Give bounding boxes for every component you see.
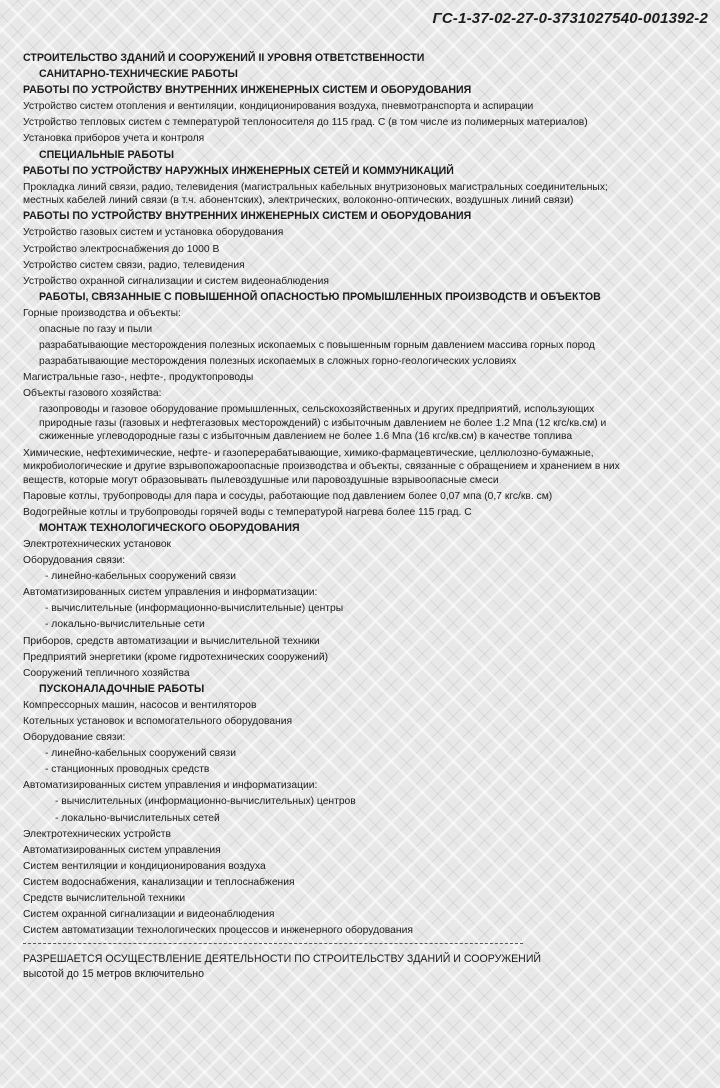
- list-item: Оборудования связи:: [23, 555, 126, 567]
- list-item: Систем водоснабжения, канализации и теплоснабжения: [23, 876, 295, 888]
- list-item: Электротехнических установок: [23, 538, 172, 550]
- list-item: Устройство тепловых систем с температурой теплоносителя до 115 град. С (в том числе из полимерных материалов): [23, 117, 588, 129]
- list-item: Сооружений тепличного хозяйства: [23, 667, 190, 679]
- license-appendix-body: [23, 52, 643, 982]
- list-item: Водогрейные котлы и трубопроводы горячей воды с температурой нагрева более 115 град. С: [23, 506, 472, 518]
- permission-statement-height: высотой до 15 метров включительно: [23, 967, 205, 980]
- subsection-heading: СПЕЦИАЛЬНЫЕ РАБОТЫ: [39, 148, 175, 161]
- list-item: Устройство газовых систем и установка оборудования: [23, 227, 284, 239]
- section-heading: СТРОИТЕЛЬСТВО ЗДАНИЙ И СООРУЖЕНИЙ II УРОВНЯ ОТВЕТСТВЕННОСТИ: [23, 52, 425, 64]
- document-number: ГС-1-37-02-27-0-3731027540-001392-2: [432, 10, 708, 27]
- list-item: Химические, нефтехимические, нефте- и газоперерабатывающие, химико-фармацевтические, целлюлозно-бумажные, микробиологические и другие взрывопожароопасные производства и объекты, связанные с обращением и хранением в них веществ, которые могут образовывать пылевоздушные или паровоздушные взрывоопасные смеси: [23, 447, 620, 486]
- works-heading: РАБОТЫ ПО УСТРОЙСТВУ ВНУТРЕННИХ ИНЖЕНЕРНЫХ СИСТЕМ И ОБОРУДОВАНИЯ: [23, 84, 472, 97]
- list-item: Электротехнических устройств: [23, 828, 171, 840]
- list-item: Горные производства и объекты:: [23, 307, 181, 319]
- list-subitem: разрабатывающие месторождения полезных ископаемых с повышенным горным давлением массива горных пород: [39, 340, 595, 352]
- list-item: Автоматизированных систем управления и информатизации:: [23, 780, 318, 792]
- dashed-divider: [23, 943, 523, 944]
- list-item: Котельных установок и вспомогательного оборудования: [23, 715, 293, 727]
- permission-statement: РАЗРЕШАЕТСЯ ОСУЩЕСТВЛЕНИЕ ДЕЯТЕЛЬНОСТИ ПО СТРОИТЕЛЬСТВУ ЗДАНИЙ И СООРУЖЕНИЙ: [23, 952, 542, 965]
- list-item: Автоматизированных систем управления и информатизации:: [23, 587, 318, 599]
- list-subitem: разрабатывающие месторождения полезных ископаемых в сложных горно-геологических условиях: [39, 356, 517, 368]
- works-heading: РАБОТЫ ПО УСТРОЙСТВУ ВНУТРЕННИХ ИНЖЕНЕРНЫХ СИСТЕМ И ОБОРУДОВАНИЯ: [23, 210, 472, 223]
- list-item: Устройство систем отопления и вентиляции, кондиционирования воздуха, пневмотранспорта и аспирации: [23, 101, 534, 113]
- list-item: Систем вентиляции и кондиционирования воздуха: [23, 860, 266, 872]
- list-item: Автоматизированных систем управления: [23, 844, 221, 856]
- subsection-heading: МОНТАЖ ТЕХНОЛОГИЧЕСКОГО ОБОРУДОВАНИЯ: [39, 521, 300, 534]
- subsection-heading: ПУСКОНАЛАДОЧНЫЕ РАБОТЫ: [39, 682, 205, 695]
- list-subitem: - локально-вычислительные сети: [45, 619, 205, 631]
- list-item: Компрессорных машин, насосов и вентиляторов: [23, 699, 257, 711]
- list-item: Систем охранной сигнализации и видеонаблюдения: [23, 909, 275, 921]
- works-heading: РАБОТЫ ПО УСТРОЙСТВУ НАРУЖНЫХ ИНЖЕНЕРНЫХ СЕТЕЙ И КОММУНИКАЦИЙ: [23, 164, 454, 177]
- list-item: Паровые котлы, трубопроводы для пара и сосуды, работающие под давлением более 0,07 мпа (0,7 кгс/кв. см): [23, 490, 553, 502]
- list-subitem: газопроводы и газовое оборудование промышленных, сельскохозяйственных и других предприятий, использующих природные газы (газовых и нефтегазовых месторождений) с избыточным давлением не более 1.2 Мпа (12 кгс/кв.см) и сжиженные углеводородные газы с избыточным давлением не более 1.6 Мпа (16 кгс/кв.см) в качестве топлива: [39, 404, 607, 443]
- list-subitem: - локально-вычислительных сетей: [55, 812, 220, 824]
- list-item: Устройство охранной сигнализации и систем видеонаблюдения: [23, 275, 329, 287]
- list-item: Оборудование связи:: [23, 732, 126, 744]
- list-item: Прокладка линий связи, радио, телевидения (магистральных кабельных внутризоновых магистральных соединительных; местных кабелей линий связи (в т.ч. абонентских), электрических, волоконно-оптических, воздушных линий связи): [23, 181, 608, 207]
- list-subitem: - станционных проводных средств: [45, 764, 210, 776]
- list-item: Устройство систем связи, радио, телевидения: [23, 259, 245, 271]
- list-item: Магистральные газо-, нефте-, продуктопроводы: [23, 372, 254, 384]
- list-item: Устройство электроснабжения до 1000 В: [23, 243, 220, 255]
- list-subitem: - линейно-кабельных сооружений связи: [45, 571, 236, 583]
- list-item: Предприятий энергетики (кроме гидротехнических сооружений): [23, 651, 329, 663]
- subsection-heading: РАБОТЫ, СВЯЗАННЫЕ С ПОВЫШЕННОЙ ОПАСНОСТЬЮ ПРОМЫШЛЕННЫХ ПРОИЗВОДСТВ И ОБЪЕКТОВ: [39, 290, 601, 303]
- list-item: Систем автоматизации технологических процессов и инженерного оборудования: [23, 925, 413, 937]
- subsection-heading: САНИТАРНО-ТЕХНИЧЕСКИЕ РАБОТЫ: [39, 68, 238, 81]
- list-item: Установка приборов учета и контроля: [23, 133, 205, 145]
- list-subitem: - линейно-кабельных сооружений связи: [45, 748, 236, 760]
- list-subitem: опасные по газу и пыли: [39, 324, 153, 335]
- list-subitem: - вычислительные (информационно-вычислительные) центры: [45, 603, 344, 615]
- list-item: Объекты газового хозяйства:: [23, 388, 162, 400]
- list-item: Средств вычислительной техники: [23, 893, 186, 904]
- list-subitem: - вычислительных (информационно-вычислительных) центров: [55, 796, 356, 808]
- list-item: Приборов, средств автоматизации и вычислительной техники: [23, 635, 320, 647]
